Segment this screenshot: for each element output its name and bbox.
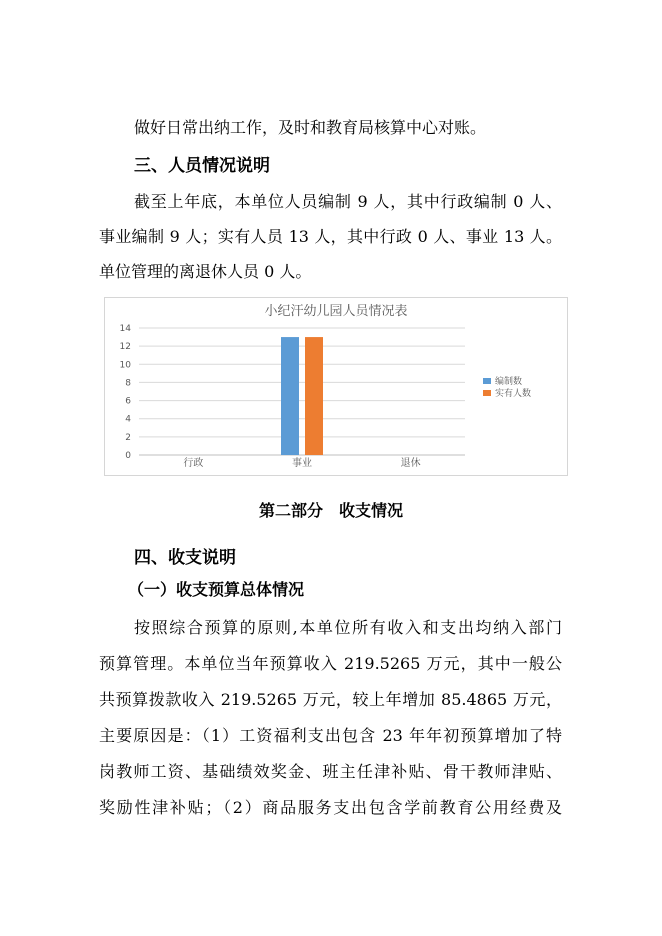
staff-chart	[104, 297, 568, 476]
bar-shiyou-1	[305, 337, 323, 455]
paragraph-line: 事业编制 9 人；实有人员 13 人，其中行政 0 人、事业 13 人。	[99, 227, 562, 246]
section-heading: 四、收支说明	[134, 548, 236, 568]
paragraph-line: 按照综合预算的原则,本单位所有收入和支出均纳入部门	[134, 618, 562, 637]
x-category-label: 行政	[183, 458, 204, 469]
chart-title: 小纪汗幼儿园人员情况表	[264, 304, 408, 319]
y-tick-label: 4	[125, 414, 131, 425]
x-category-label: 事业	[292, 458, 312, 469]
part-heading: 第二部分 收支情况	[258, 501, 403, 520]
paragraph-line: 截至上年底，本单位人员编制 9 人，其中行政编制 0 人、	[134, 192, 562, 211]
paragraph-line: 做好日常出纳工作，及时和教育局核算中心对账。	[134, 118, 487, 137]
paragraph-line: 共预算拨款收入 219.5265 万元，较上年增加 85.4865 万元，	[99, 690, 562, 709]
bar-bianzhi-1	[281, 337, 299, 455]
legend-label: 编制数	[495, 377, 523, 387]
legend-swatch	[483, 390, 491, 396]
y-tick-label: 10	[119, 360, 131, 371]
paragraph-line: 岗教师工资、基础绩效奖金、班主任津补贴、骨干教师津贴、	[99, 762, 562, 781]
y-tick-label: 2	[125, 432, 131, 443]
chart-canvas	[105, 298, 567, 475]
x-category-label: 退休	[400, 458, 421, 469]
paragraph-line: 单位管理的离退休人员 0 人。	[99, 262, 312, 281]
legend-label: 实有人数	[495, 389, 532, 399]
paragraph-line: 奖励性津补贴；（2）商品服务支出包含学前教育公用经费及	[99, 798, 562, 817]
legend-swatch	[483, 378, 491, 384]
subsection-heading: （一）收支预算总体情况	[128, 580, 305, 599]
paragraph-line: 预算管理。本单位当年预算收入 219.5265 万元，其中一般公	[99, 654, 562, 673]
y-tick-label: 14	[119, 324, 131, 334]
y-tick-label: 6	[125, 396, 131, 407]
y-tick-label: 12	[119, 342, 131, 353]
paragraph-line: 主要原因是：（1）工资福利支出包含 23 年年初预算增加了特	[99, 726, 562, 745]
y-tick-label: 0	[125, 451, 131, 461]
section-heading: 三、人员情况说明	[134, 156, 270, 176]
y-tick-label: 8	[125, 378, 131, 389]
